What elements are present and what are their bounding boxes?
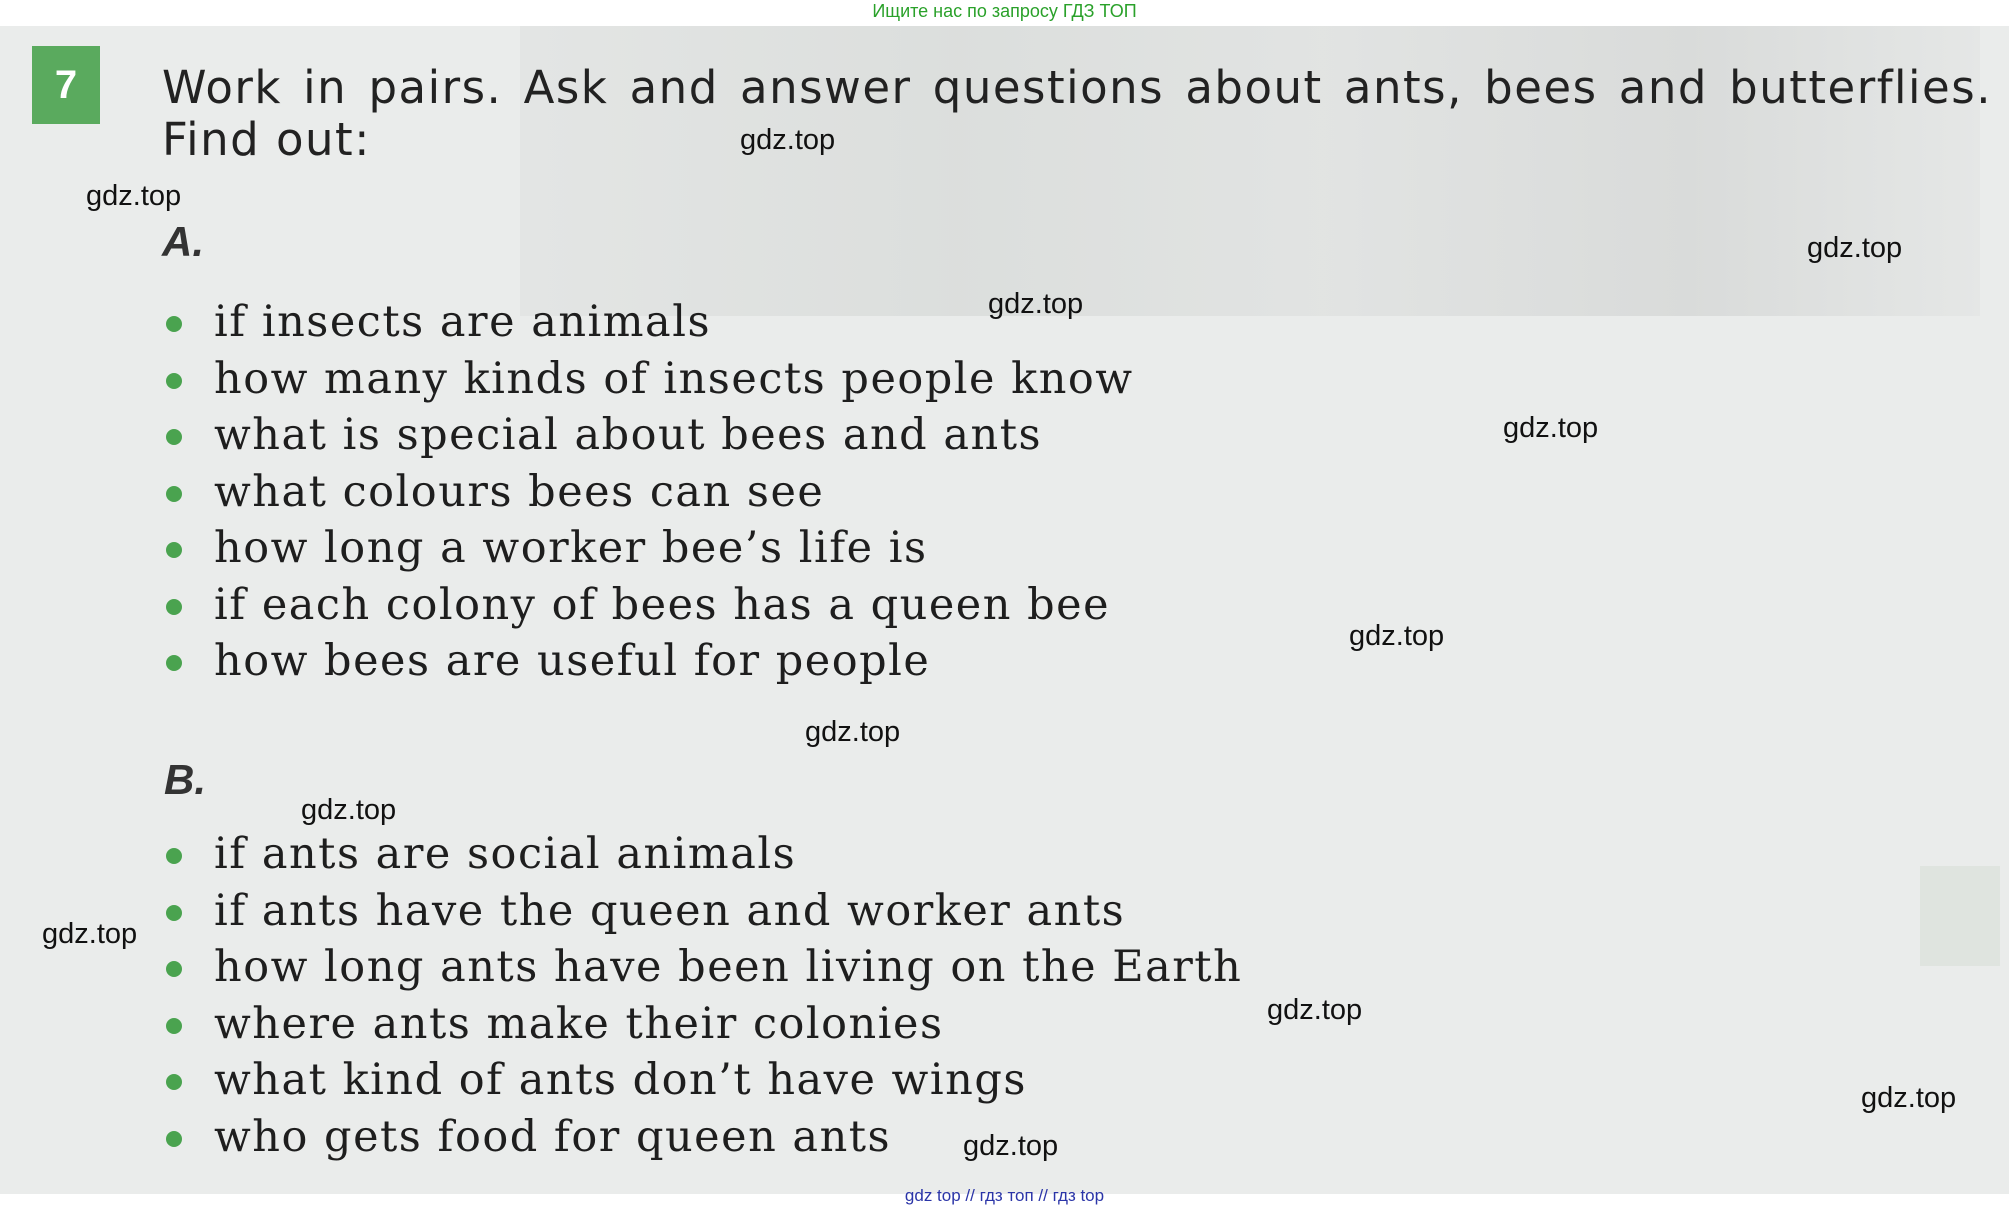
section-a-label: A. [162, 218, 204, 265]
list-item [164, 520, 1134, 577]
watermark: gdz.top [988, 288, 1084, 320]
side-decoration [1920, 866, 2000, 966]
list-item [164, 939, 1242, 996]
bullet-icon [166, 655, 182, 671]
list-item-text: what kind of ants don’t have wings [214, 1055, 1027, 1105]
list-item [164, 577, 1134, 634]
list-item-text: if insects are animals [214, 297, 712, 347]
list-item [164, 1052, 1242, 1109]
bullet-icon [166, 429, 182, 445]
bullet-icon [166, 848, 182, 864]
section-b-label: B. [164, 756, 206, 803]
list-item-text: what is special about bees and ants [214, 410, 1043, 460]
list-item [164, 407, 1134, 464]
watermark: gdz.top [1503, 412, 1599, 444]
section-a-list [164, 294, 1134, 690]
watermark: gdz.top [1807, 232, 1903, 264]
watermark: gdz.top [1349, 620, 1445, 652]
list-item [164, 351, 1134, 408]
watermark: gdz.top [86, 180, 182, 212]
list-item-text: how many kinds of insects people know [214, 353, 1134, 404]
list-item-text: how long ants have been living on the Earth [214, 942, 1243, 992]
bullet-icon [166, 1074, 182, 1090]
watermark: gdz.top [740, 124, 836, 156]
list-item-text: how bees are useful for people [214, 636, 931, 686]
list-item [164, 883, 1242, 940]
watermark: gdz.top [42, 918, 138, 950]
watermark: gdz.top [301, 794, 397, 826]
bullet-icon [166, 542, 182, 558]
watermark: gdz.top [805, 716, 901, 748]
bullet-icon [166, 373, 182, 389]
bullet-icon [166, 316, 182, 332]
list-item-text: who gets food for queen ants [214, 1111, 892, 1162]
list-item-text: where ants make their colonies [214, 998, 944, 1049]
bullet-icon [166, 599, 182, 615]
list-item-text: if ants are social animals [214, 829, 797, 879]
bullet-icon [166, 1131, 182, 1147]
task-number-badge: 7 [32, 46, 100, 124]
watermark: gdz.top [1267, 994, 1363, 1026]
textbook-page [0, 26, 2009, 1194]
watermark: gdz.top [963, 1130, 1059, 1162]
task-instruction: Work in pairs. Ask and answer questions about ants, bees and butterflies. Find out: [162, 61, 1992, 166]
list-item-text: if ants have the queen and worker ants [214, 885, 1126, 936]
watermark: gdz.top [1861, 1082, 1957, 1114]
list-item-text: how long a worker bee’s life is [214, 523, 928, 573]
bullet-icon [166, 486, 182, 502]
list-item [164, 633, 1134, 690]
bullet-icon [166, 1018, 182, 1034]
list-item [164, 464, 1134, 521]
section-b-list [164, 826, 1242, 1165]
list-item [164, 826, 1242, 883]
bottom-banner: gdz top // гдз топ // гдз top [904, 1186, 1105, 1205]
list-item-text: if each colony of bees has a queen bee [214, 579, 1111, 630]
list-item-text: what colours bees can see [214, 466, 825, 517]
list-item [164, 996, 1242, 1053]
list-item [164, 1109, 1242, 1166]
top-banner: Ищите нас по запросу ГДЗ ТОП [872, 1, 1137, 21]
bullet-icon [166, 905, 182, 921]
bullet-icon [166, 961, 182, 977]
